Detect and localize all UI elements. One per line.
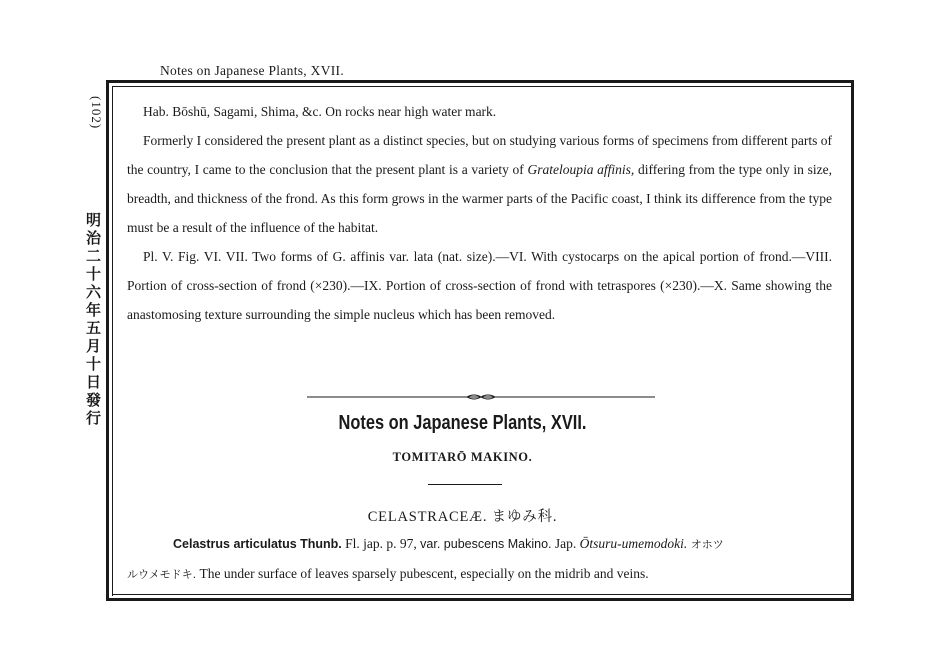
- family-heading: CELASTRACEÆ. まゆみ科.: [367, 509, 558, 525]
- species-line-1: [127, 529, 832, 559]
- jap-name: Ōtsuru-umemodoki.: [579, 536, 688, 551]
- kana-name-part-2: ルウメモドキ.: [127, 568, 197, 581]
- section-ornament: [307, 394, 655, 400]
- species-entry: [127, 529, 832, 589]
- jap-label: Jap.: [551, 536, 580, 551]
- plate-explanation-paragraph: Pl. V. Fig. VI. VII. Two forms of G. affinis var. lata (nat. size).—VI. With cystocarps on the apical portion of frond.—VIII. Portion of cross-section of frond (×230).—IX. Portion of cross-section of frond with tetraspores (×230).—X. Same showing the anastomosing texture surrounding the simple nucleus which has been removed.: [127, 249, 832, 322]
- habitat-paragraph: Hab. Bōshū, Sagami, Shima, &c. On rocks near high water mark.: [143, 104, 497, 119]
- side-publication-date: 明治二十六年五月十日發行: [84, 212, 102, 428]
- article-title: Notes on Japanese Plants, XVII.: [338, 412, 587, 434]
- discussion-paragraph: [127, 126, 832, 242]
- frame-bottom-rule: [106, 598, 854, 601]
- article-author: TOMITARŌ MAKINO.: [392, 450, 533, 464]
- running-head: Notes on Japanese Plants, XVII.: [160, 63, 345, 78]
- species-variety: var. pubescens Makino.: [420, 537, 552, 551]
- kana-name-part-1: オホツ: [687, 538, 724, 551]
- frame-bottom-inner-rule: [112, 594, 854, 595]
- author-rule: [428, 484, 502, 485]
- species-line-2: [127, 559, 832, 589]
- side-page-number: (102): [89, 96, 104, 130]
- species-description: The under surface of leaves sparsely pubescent, especially on the midrib and veins.: [196, 566, 649, 581]
- frame-top-rule: [106, 80, 854, 83]
- species-reference: Fl. jap. p. 97,: [341, 536, 421, 551]
- discussion-text-b: differing from the type only in size, breadth, and thickness of the frond. As this form grows in the warmer parts of the Pacific coast, I think its difference from the type must be a result of the influence of the habitat.: [127, 162, 832, 235]
- discussion-text-a: Formerly I considered the present plant as a distinct species, but on studying various forms of specimens from different parts of the country, I came to the conclusion that the present plant is a variety of: [127, 133, 832, 177]
- species-name: Celastrus articulatus Thunb.: [173, 537, 342, 551]
- species-italic: Grateloupia affinis,: [527, 162, 635, 177]
- body-text: [127, 97, 832, 329]
- frame-top-inner-rule: [112, 86, 854, 87]
